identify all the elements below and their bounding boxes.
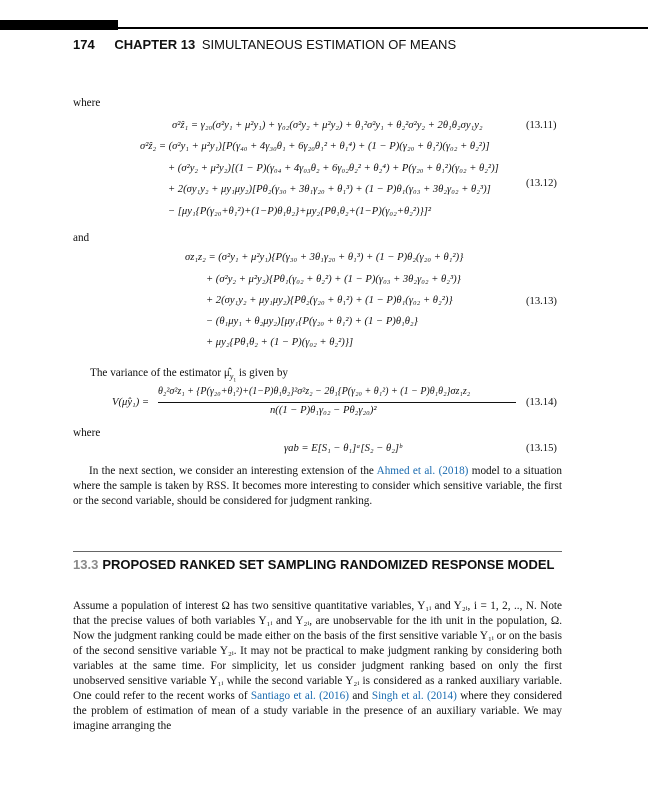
variance-intro-subsub: 1 bbox=[233, 377, 237, 384]
section-paragraph bbox=[73, 599, 562, 734]
equation-13-12-line-2: + (σ²y₂ + μ²y₂)[(1 − P)(γ₀₄ + 4γ₀₃θ₂ + 6γ₀₂θ₂² + θ₂⁴) + P(γ₂₀ + θ₁²)(γ₀₂ + θ₂²)] bbox=[168, 163, 499, 174]
equation-13-14-numerator: θ₂²σ²z₁ + {P(γ₂₀+θ₁²)+(1−P)θ₁θ₂}²σ²z₂ − 2θ₁{P(γ₂₀ + θ₁²) + (1 − P)θ₁θ₂}σz₁z₂ bbox=[158, 386, 471, 397]
equation-13-13-line-2: + (σ²y₂ + μ²y₂){Pθ₁(γ₀₂ + θ₂²) + (1 − P)(γ₀₃ + 3θ₂γ₀₂ + θ₂³)} bbox=[206, 274, 461, 285]
equation-13-12-line-4: − [μy₁{P(γ₂₀+θ₁²)+(1−P)θ₁θ₂}+μy₂{Pθ₁θ₂+(1−P)(γ₀₂+θ₂²)}]² bbox=[168, 206, 432, 217]
citation-ahmed-2018[interactable]: Ahmed et al. (2018) bbox=[376, 465, 469, 477]
paragraph-next-section bbox=[73, 464, 562, 509]
equation-13-15: γab = E[S₁ − θ₁]ᵃ[S₂ − θ₂]ᵇ bbox=[284, 443, 402, 454]
running-header bbox=[73, 37, 456, 52]
variance-intro-sub: y bbox=[229, 372, 234, 382]
equation-number-13-14: (13.14) bbox=[526, 397, 557, 408]
equation-number-13-15: (13.15) bbox=[526, 443, 557, 454]
chapter-title: SIMULTANEOUS ESTIMATION OF MEANS bbox=[201, 37, 457, 52]
paragraph-next-section-text-a: In the next section, we consider an interesting extension of the bbox=[89, 465, 377, 477]
variance-intro-start: The variance of the estimator μ̂ bbox=[90, 367, 230, 379]
page-number: 174 bbox=[73, 37, 95, 52]
equation-number-13-12: (13.12) bbox=[526, 178, 557, 189]
equation-13-14-fraction-bar bbox=[158, 402, 516, 403]
equation-13-13-line-1: σz₁z₂ = (σ²y₁ + μ²y₁){P(γ₃₀ + 3θ₁γ₂₀ + θ₁³) + (1 − P)θ₂(γ₂₀ + θ₁²)} bbox=[185, 252, 464, 263]
citation-singh-2014[interactable]: Singh et al. (2014) bbox=[371, 690, 457, 702]
section-paragraph-text-a: Assume a population of interest Ω has two sensitive quantitative variables, Y₁ᵢ and Y₂ᵢ, i = 1, 2, .., N. Note that the precise values of both variables Y₁ᵢ and Y₂ᵢ, are unobservable for the ith unit in the population, Ω. Now the judgment ranking could be made either on the basis of the first sensitive variable Y₁ᵢ or on the basis of the second sensitive variable Y₂ᵢ. It may not be practical to make judgment ranking by considering both variables at the same time. For simplicity, let us consider judgment ranking based on only the first unobserved sensitive variable Y₁ᵢ while the second variable Y₂ᵢ is considered as a ranked auxiliary variable. One could refer to the recent works of bbox=[73, 600, 562, 702]
section-paragraph-text-b: and bbox=[348, 690, 372, 702]
section-heading bbox=[73, 557, 562, 573]
section-title: PROPOSED RANKED SET SAMPLING RANDOMIZED RESPONSE MODEL bbox=[102, 557, 555, 572]
equation-13-12-line-1: σ²ẑ₂ = (σ²y₁ + μ²y₁)[P(γ₄₀ + 4γ₃₀θ₁ + 6γ₂₀θ₁² + θ₁⁴) + (1 − P)(γ₂₀ + θ₁²)(γ₀₂ + θ₂²)] bbox=[140, 141, 490, 152]
equation-number-13-11: (13.11) bbox=[526, 120, 557, 131]
header-rule bbox=[118, 27, 648, 29]
equation-13-13-line-3: + 2(σy₁y₂ + μy₁μy₂){Pθ₂(γ₂₀ + θ₁²) + (1 − P)θ₁(γ₀₂ + θ₂²)} bbox=[206, 295, 453, 306]
where-label-1: where bbox=[73, 97, 101, 109]
and-label: and bbox=[73, 232, 90, 244]
paragraph-next-section-text-b: model to a situation where the sample is taken by RSS. It becomes more interesting to consider which sensitive variable, the first or the second variable, should be considered for judgment ranking. bbox=[73, 465, 562, 507]
equation-13-11: σ²ẑ₁ = γ₂₀(σ²y₁ + μ²y₁) + γ₀₂(σ²y₂ + μ²y₂) + θ₁²σ²y₁ + θ₂²σ²y₂ + 2θ₁θ₂σy₁y₂ bbox=[172, 120, 483, 131]
citation-santiago-2016[interactable]: Santiago et al. (2016) bbox=[250, 690, 349, 702]
equation-13-13-line-4: − (θ₁μy₁ + θ₂μy₂)[μy₁{P(γ₂₀ + θ₁²) + (1 − P)θ₁θ₂} bbox=[206, 316, 418, 327]
equation-13-12-line-3: + 2(σy₁y₂ + μy₁μy₂)[Pθ₂(γ₃₀ + 3θ₁γ₂₀ + θ₁³) + (1 − P)θ₁(γ₀₃ + 3θ₂γ₀₂ + θ₂³)] bbox=[168, 184, 491, 195]
equation-number-13-13: (13.13) bbox=[526, 296, 557, 307]
section-paragraph-text-c: where they considered the problem of estimation of mean of a study variable in the presence of an auxiliary variable. We may imagine arranging the bbox=[73, 690, 562, 732]
variance-intro-end: is given by bbox=[236, 367, 289, 379]
equation-13-13-line-5: + μy₂{Pθ₁θ₂ + (1 − P)(γ₀₂ + θ₂²)}] bbox=[206, 337, 354, 348]
equation-13-14-denominator: n((1 − P)θ₁γ₀₂ − Pθ₂γ₂₀)² bbox=[270, 405, 377, 416]
chapter-label: CHAPTER 13 bbox=[114, 37, 196, 52]
header-bar-block bbox=[0, 20, 118, 30]
section-rule bbox=[73, 551, 562, 552]
section-number: 13.3 bbox=[73, 557, 99, 572]
equation-13-14-lhs: V(μ̂y₁) = bbox=[112, 397, 150, 408]
where-label-2: where bbox=[73, 427, 101, 439]
